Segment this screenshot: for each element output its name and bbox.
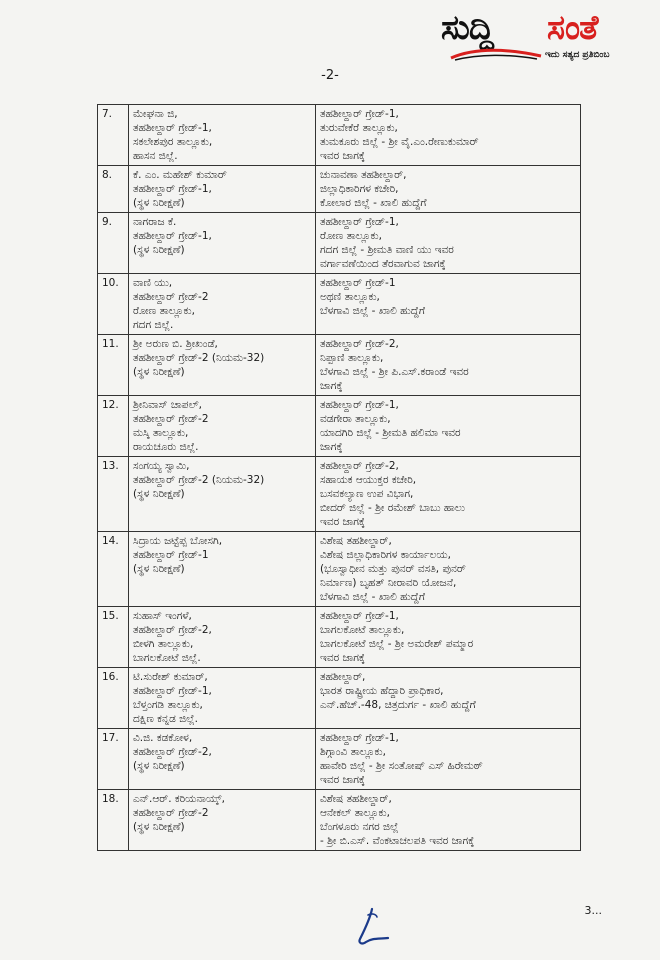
posting-line: ಯಾದಗಿರಿ ಜಿಲ್ಲೆ - ಶ್ರೀಮತಿ ಹಲಿಮಾ ಇವರ [320, 427, 461, 439]
officer-line: ಬಾಗಲಕೋಟೆ ಜಿಲ್ಲೆ. [133, 652, 201, 664]
posting-line: ತಹಶೀಲ್ದಾರ್ ಗ್ರೇಡ್-1, [320, 610, 399, 622]
officer-line: ತಹಶೀಲ್ದಾರ್ ಗ್ರೇಡ್-1 [133, 549, 209, 561]
logo-word-left: ಸುದ್ದಿ [441, 8, 493, 48]
posting-cell [316, 396, 581, 457]
officer-cell [129, 213, 316, 274]
officer-line: ಎನ್.ಆರ್. ಕರಿಯನಾಯ್ಕ್, [133, 793, 225, 805]
serial-number: 10. [98, 274, 129, 335]
serial-number: 15. [98, 607, 129, 668]
posting-cell [316, 274, 581, 335]
transfer-table-body [98, 105, 581, 851]
posting-line: - ಶ್ರೀ ಬಿ.ಎಸ್. ವೆಂಕಟಾಚಲಪತಿ ಇವರ ಜಾಗಕ್ಕೆ [320, 835, 475, 847]
posting-line: ಇವರ ಜಾಗಕ್ಕೆ [320, 516, 366, 528]
officer-line: ಟಿ.ಸುರೇಶ್ ಕುಮಾರ್, [133, 671, 208, 683]
logo-swoosh-icon [449, 46, 544, 62]
posting-line: ಜಿಲ್ಲಾಧಿಕಾರಿಗಳ ಕಚೇರಿ, [320, 183, 399, 195]
posting-line: ಇವರ ಜಾಗಕ್ಕೆ [320, 774, 366, 786]
posting-line: ತಹಶೀಲ್ದಾರ್ ಗ್ರೇಡ್-1, [320, 108, 399, 120]
table-row [98, 105, 581, 166]
officer-line: ತಹಶೀಲ್ದಾರ್ ಗ್ರೇಡ್-2 [133, 291, 209, 303]
masthead-logo [441, 6, 646, 68]
posting-cell [316, 457, 581, 532]
serial-number: 11. [98, 335, 129, 396]
officer-line: (ಸ್ಥಳ ನಿರೀಕ್ಷಣೆ) [133, 760, 185, 772]
officer-cell [129, 335, 316, 396]
officer-cell [129, 274, 316, 335]
serial-number: 17. [98, 729, 129, 790]
table-row [98, 335, 581, 396]
officer-line: ಸುಹಾಸ್ ಇಂಗಳೆ, [133, 610, 192, 622]
officer-line: ಬೀಳಗಿ ತಾಲ್ಲೂಕು, [133, 638, 194, 650]
posting-cell [316, 105, 581, 166]
posting-line: ಬಾಗಲಕೋಟೆ ತಾಲ್ಲೂಕು, [320, 624, 405, 636]
posting-line: ಬಸವಕಲ್ಯಾಣ ಉಪ ವಿಭಾಗ, [320, 488, 414, 500]
officer-line: ವಿ.ಜಿ. ಕಡಕೋಳ, [133, 732, 193, 744]
serial-number: 9. [98, 213, 129, 274]
posting-line: ಬೆಳಗಾವಿ ಜಿಲ್ಲೆ - ಶ್ರೀ ಪಿ.ಎಸ್.ಕರಾಂಡೆ ಇವರ [320, 366, 469, 378]
posting-line: ಅಥಣಿ ತಾಲ್ಲೂಕು, [320, 291, 380, 303]
table-row [98, 729, 581, 790]
posting-line: ವರ್ಗಾವಣೆಯಿಂದ ತೆರವಾಗುವ ಜಾಗಕ್ಕೆ [320, 258, 446, 270]
officer-line: ತಹಶೀಲ್ದಾರ್ ಗ್ರೇಡ್-2 [133, 413, 209, 425]
serial-number: 16. [98, 668, 129, 729]
serial-number: 8. [98, 166, 129, 213]
officer-line: ತಹಶೀಲ್ದಾರ್ ಗ್ರೇಡ್-2, [133, 624, 212, 636]
officer-line: ತಹಶೀಲ್ದಾರ್ ಗ್ರೇಡ್-1, [133, 183, 212, 195]
posting-line: ತಹಶೀಲ್ದಾರ್ ಗ್ರೇಡ್-1, [320, 732, 399, 744]
posting-line: ರೋಣ ತಾಲ್ಲೂಕು, [320, 230, 382, 242]
posting-line: ತಹಶೀಲ್ದಾರ್ ಗ್ರೇಡ್-1, [320, 399, 399, 411]
table-row [98, 532, 581, 607]
page-number: -2- [321, 68, 339, 83]
posting-cell [316, 335, 581, 396]
table-row [98, 607, 581, 668]
table-row [98, 213, 581, 274]
posting-line: ಚುನಾವಣಾ ತಹಶೀಲ್ದಾರ್, [320, 169, 407, 181]
officer-line: ತಹಶೀಲ್ದಾರ್ ಗ್ರೇಡ್-1, [133, 230, 212, 242]
officer-line: ಮಸ್ಕಿ ತಾಲ್ಲೂಕು, [133, 427, 189, 439]
serial-number: 7. [98, 105, 129, 166]
next-page-marker: 3... [584, 904, 602, 917]
officer-cell [129, 105, 316, 166]
posting-line: ಗದಗ ಜಿಲ್ಲೆ - ಶ್ರೀಮತಿ ವಾಣಿ ಯು ಇವರ [320, 244, 454, 256]
officer-line: ತಹಶೀಲ್ದಾರ್ ಗ್ರೇಡ್-2 (ನಿಯಮ-32) [133, 352, 265, 364]
posting-line: ವಡಗೇರಾ ತಾಲ್ಲೂಕು, [320, 413, 391, 425]
logo-word-right: ಸಂತೆ [547, 8, 598, 48]
officer-line: (ಸ್ಥಳ ನಿರೀಕ್ಷಣೆ) [133, 197, 185, 209]
posting-line: ತಹಶೀಲ್ದಾರ್ ಗ್ರೇಡ್-1, [320, 216, 399, 228]
posting-line: ಬೆಳಗಾವಿ ಜಿಲ್ಲೆ - ಖಾಲಿ ಹುದ್ದೆಗೆ [320, 305, 426, 317]
posting-line: ಎನ್.ಹೆಚ್.-48, ಚಿತ್ರದುರ್ಗ - ಖಾಲಿ ಹುದ್ದೆಗೆ [320, 699, 476, 711]
posting-line: ಬೀದರ್ ಜಿಲ್ಲೆ - ಶ್ರೀ ರಮೇಶ್ ಬಾಬು ಹಾಲು [320, 502, 465, 514]
officer-line: ಮೇಘನಾ ಜಿ, [133, 108, 178, 120]
officer-line: ಗದಗ ಜಿಲ್ಲೆ. [133, 319, 174, 331]
posting-cell [316, 166, 581, 213]
officer-line: ಸಿದ್ರಾಯ ಜಟ್ಟೆಪ್ಪ ಬೋಸಗಿ, [133, 535, 223, 547]
transfer-table [97, 104, 581, 851]
officer-line: ತಹಶೀಲ್ದಾರ್ ಗ್ರೇಡ್-1, [133, 122, 212, 134]
table-row [98, 274, 581, 335]
officer-line: ರೋಣ ತಾಲ್ಲೂಕು, [133, 305, 195, 317]
officer-line: (ಸ್ಥಳ ನಿರೀಕ್ಷಣೆ) [133, 563, 185, 575]
posting-line: ಭಾರತ ರಾಷ್ಟ್ರೀಯ ಹೆದ್ದಾರಿ ಪ್ರಾಧಿಕಾರ, [320, 685, 444, 697]
serial-number: 13. [98, 457, 129, 532]
posting-line: ಜಾಗಕ್ಕೆ [320, 441, 343, 453]
signature-mark [350, 905, 395, 950]
posting-line: ಬೆಳಗಾವಿ ಜಿಲ್ಲೆ - ಖಾಲಿ ಹುದ್ದೆಗೆ [320, 591, 426, 603]
table-row [98, 396, 581, 457]
posting-line: ತುಮಕೂರು ಜಿಲ್ಲೆ - ಶ್ರೀ ವೈ.ಎಂ.ರೇಣುಕುಮಾರ್ [320, 136, 479, 148]
officer-line: ಶ್ರೀ ಅರುಣ ಬಿ. ಶ್ರೀಖಂಡೆ, [133, 338, 218, 350]
officer-line: (ಸ್ಥಳ ನಿರೀಕ್ಷಣೆ) [133, 244, 185, 256]
table-row [98, 457, 581, 532]
table-row [98, 790, 581, 851]
officer-line: ರಾಯಚೂರು ಜಿಲ್ಲೆ. [133, 441, 199, 453]
officer-line: (ಸ್ಥಳ ನಿರೀಕ್ಷಣೆ) [133, 366, 185, 378]
posting-line: ಜಾಗಕ್ಕೆ [320, 380, 343, 392]
posting-line: ತಹಶೀಲ್ದಾರ್, [320, 671, 366, 683]
posting-line: (ಭೂಸ್ವಾಧೀನ ಮತ್ತು ಪುನರ್ ವಸತಿ, ಪುನರ್ [320, 563, 466, 575]
officer-line: ತಹಶೀಲ್ದಾರ್ ಗ್ರೇಡ್-2 [133, 807, 209, 819]
officer-line: ಬೆಳ್ತಂಗಡಿ ತಾಲ್ಲೂಕು, [133, 699, 203, 711]
posting-cell [316, 213, 581, 274]
posting-line: ವಿಶೇಷ ತಹಶೀಲ್ದಾರ್, [320, 793, 392, 805]
officer-line: ತಹಶೀಲ್ದಾರ್ ಗ್ರೇಡ್-1, [133, 685, 212, 697]
posting-line: ಕೋಲಾರ ಜಿಲ್ಲೆ - ಖಾಲಿ ಹುದ್ದೆಗೆ [320, 197, 427, 209]
posting-line: ಬಾಗಲಕೋಟೆ ಜಿಲ್ಲೆ - ಶ್ರೀ ಅಮರೇಶ್ ಪಮ್ಮಾರ [320, 638, 474, 650]
posting-line: ವಿಶೇಷ ಜಿಲ್ಲಾಧಿಕಾರಿಗಳ ಕಾರ್ಯಾಲಯ, [320, 549, 451, 561]
officer-cell [129, 532, 316, 607]
officer-cell [129, 790, 316, 851]
posting-line: ಇವರ ಜಾಗಕ್ಕೆ [320, 652, 366, 664]
officer-cell [129, 166, 316, 213]
officer-line: (ಸ್ಥಳ ನಿರೀಕ್ಷಣೆ) [133, 821, 185, 833]
officer-line: ದಕ್ಷಿಣ ಕನ್ನಡ ಜಿಲ್ಲೆ. [133, 713, 198, 725]
serial-number: 14. [98, 532, 129, 607]
serial-number: 18. [98, 790, 129, 851]
officer-line: ಸಂಗಯ್ಯ ಸ್ವಾಮಿ, [133, 460, 190, 472]
posting-cell [316, 607, 581, 668]
posting-cell [316, 668, 581, 729]
posting-line: ನಿರ್ಮಾಣ) ಬೃಹತ್ ನೀರಾವರಿ ಯೋಜನೆ, [320, 577, 457, 589]
posting-line: ಸಹಾಯಕ ಆಯುಕ್ತರ ಕಚೇರಿ, [320, 474, 417, 486]
posting-line: ವಿಶೇಷ ತಹಶೀಲ್ದಾರ್, [320, 535, 392, 547]
posting-line: ಶಿಗ್ಗಾಂವಿ ತಾಲ್ಲೂಕು, [320, 746, 386, 758]
officer-line: ತಹಶೀಲ್ದಾರ್ ಗ್ರೇಡ್-2, [133, 746, 212, 758]
posting-line: ಇವರ ಜಾಗಕ್ಕೆ [320, 150, 366, 162]
table-row [98, 166, 581, 213]
posting-line: ತಹಶೀಲ್ದಾರ್ ಗ್ರೇಡ್-2, [320, 460, 399, 472]
posting-line: ನಿಪ್ಪಾಣಿ ತಾಲ್ಲೂಕು, [320, 352, 384, 364]
officer-line: ವಾಣಿ ಯು, [133, 277, 173, 289]
posting-line: ತುರುವೇಕೆರೆ ತಾಲ್ಲೂಕು, [320, 122, 398, 134]
officer-line: ಸಕಲೇಶಪುರ ತಾಲ್ಲೂಕು, [133, 136, 213, 148]
officer-cell [129, 668, 316, 729]
logo-tagline: ಇದು ಸತ್ಯದ ಪ್ರತಿಬಿಂಬ [545, 50, 610, 60]
officer-line: ಕೆ. ಎಂ. ಮಹೇಶ್ ಕುಮಾರ್ [133, 169, 227, 181]
posting-line: ಬೆಂಗಳೂರು ನಗರ ಜಿಲ್ಲೆ [320, 821, 399, 833]
officer-line: ಶ್ರೀನಿವಾಸ್ ಚಾಪಲ್, [133, 399, 202, 411]
posting-cell [316, 790, 581, 851]
officer-line: ಹಾಸನ ಜಿಲ್ಲೆ. [133, 150, 178, 162]
table-row [98, 668, 581, 729]
posting-cell [316, 729, 581, 790]
posting-cell [316, 532, 581, 607]
officer-line: (ಸ್ಥಳ ನಿರೀಕ್ಷಣೆ) [133, 488, 185, 500]
officer-cell [129, 457, 316, 532]
officer-line: ತಹಶೀಲ್ದಾರ್ ಗ್ರೇಡ್-2 (ನಿಯಮ-32) [133, 474, 265, 486]
serial-number: 12. [98, 396, 129, 457]
officer-cell [129, 396, 316, 457]
officer-cell [129, 607, 316, 668]
officer-line: ನಾಗರಾಜ ಕೆ. [133, 216, 177, 228]
posting-line: ತಹಶೀಲ್ದಾರ್ ಗ್ರೇಡ್-1 [320, 277, 396, 289]
officer-cell [129, 729, 316, 790]
posting-line: ಹಾವೇರಿ ಜಿಲ್ಲೆ - ಶ್ರೀ ಸಂತೋಷ್ ಎಸ್ ಹಿರೇಮಠ್ [320, 760, 483, 772]
posting-line: ಆನೇಕಲ್ ತಾಲ್ಲೂಕು, [320, 807, 390, 819]
posting-line: ತಹಶೀಲ್ದಾರ್ ಗ್ರೇಡ್-2, [320, 338, 399, 350]
